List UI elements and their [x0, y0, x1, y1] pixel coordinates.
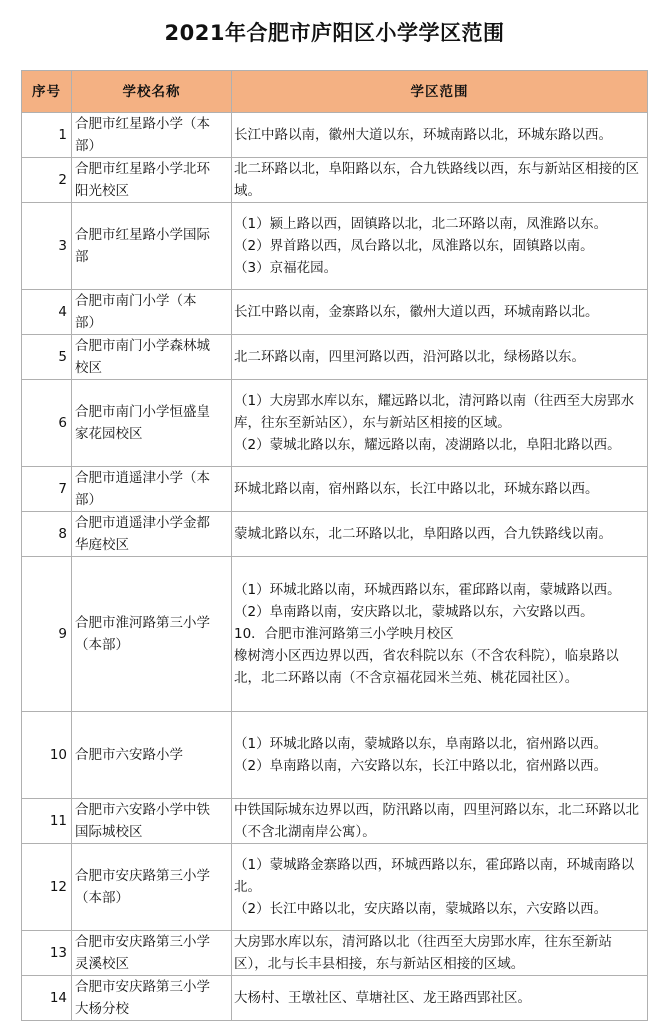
school-name-line: 合肥市安庆路第三小学: [75, 934, 210, 950]
district-range: [232, 203, 648, 290]
header-school-name: 学校名称: [72, 71, 232, 113]
table-row: [22, 290, 648, 335]
school-name-line: 国际城校区: [75, 824, 143, 840]
table-row: [22, 467, 648, 512]
school-name: [72, 976, 232, 1021]
school-name: [72, 290, 232, 335]
school-name: [72, 512, 232, 557]
school-name-line: （本部）: [75, 890, 129, 906]
row-index: 11: [22, 799, 72, 844]
school-name-line: 阳光校区: [75, 183, 129, 199]
district-range-line: 长江中路以南，金寨路以东，徽州大道以西，环城南路以北。: [234, 304, 599, 320]
row-index: 8: [22, 512, 72, 557]
district-range-line: 大杨村、王墩社区、草塘社区、龙王路西郢社区。: [234, 990, 531, 1006]
table-row: [22, 203, 648, 290]
school-name: [72, 931, 232, 976]
school-name-line: 合肥市南门小学森林城: [75, 338, 210, 354]
table-body: [22, 113, 648, 1021]
district-range: [232, 931, 648, 976]
school-name: [72, 844, 232, 931]
row-index: 7: [22, 467, 72, 512]
table-row: [22, 799, 648, 844]
school-district-table: [21, 70, 648, 1021]
school-name-line: （本部）: [75, 637, 129, 653]
district-range-line: 10．合肥市淮河路第三小学映月校区: [234, 626, 454, 642]
row-index: 4: [22, 290, 72, 335]
table-row: [22, 976, 648, 1021]
district-range: [232, 512, 648, 557]
school-name-line: 合肥市六安路小学中铁: [75, 802, 210, 818]
district-range-line: 蒙城北路以东，北二环路以北，阜阳路以西，合九铁路线以南。: [234, 526, 612, 542]
district-range: [232, 158, 648, 203]
school-name: [72, 380, 232, 467]
school-name-line: 合肥市安庆路第三小学: [75, 868, 210, 884]
school-name-line: 合肥市淮河路第三小学: [75, 615, 210, 631]
school-name-line: 合肥市六安路小学: [75, 747, 183, 763]
district-range-line: （2）蒙城北路以东，耀远路以南，凌湖路以北，阜阳北路以西。: [234, 437, 621, 453]
district-range-line: 环城北路以南，宿州路以东，长江中路以北，环城东路以西。: [234, 481, 599, 497]
school-name-line: 部: [75, 249, 89, 265]
school-name-line: 部）: [75, 315, 102, 331]
district-range-line: 中铁国际城东边界以西，防汛路以南，四里河路以东，北二环路以北（不含北湖南岸公寓）。: [234, 802, 639, 840]
school-name-line: 合肥市逍遥津小学金都: [75, 515, 210, 531]
table-row: [22, 335, 648, 380]
school-name-line: 灵溪校区: [75, 956, 129, 972]
school-name: [72, 113, 232, 158]
district-range: [232, 799, 648, 844]
district-range: [232, 290, 648, 335]
district-range-line: （2）阜南路以南，安庆路以北，蒙城路以东，六安路以西。: [234, 604, 594, 620]
table-row: [22, 844, 648, 931]
district-range-line: （1）蒙城路金寨路以西，环城西路以东，霍邱路以南，环城南路以北。: [234, 857, 635, 895]
table-row: [22, 380, 648, 467]
row-index: 2: [22, 158, 72, 203]
row-index: 3: [22, 203, 72, 290]
row-index: 1: [22, 113, 72, 158]
header-district-range: 学区范围: [232, 71, 648, 113]
row-index: 5: [22, 335, 72, 380]
district-range-line: （3）京福花园。: [234, 260, 338, 276]
school-name-line: 部）: [75, 492, 102, 508]
district-range-line: （1）环城北路以南，蒙城路以东，阜南路以北，宿州路以西。: [234, 736, 608, 752]
school-name-line: 华庭校区: [75, 537, 129, 553]
row-index: 6: [22, 380, 72, 467]
page-title: 2021年合肥市庐阳区小学学区范围: [164, 21, 505, 45]
header-index: 序号: [22, 71, 72, 113]
district-range-line: （1）大房郢水库以东，耀远路以北，清河路以南（往西至大房郢水库，往东至新站区），东与新站区相接的区域。: [234, 393, 635, 431]
district-range-line: （2）界首路以西，凤台路以北，凤淮路以东，固镇路以南。: [234, 238, 594, 254]
row-index: 12: [22, 844, 72, 931]
school-name: [72, 158, 232, 203]
table-row: [22, 158, 648, 203]
district-range-line: 北二环路以北，阜阳路以东，合九铁路线以西，东与新站区相接的区域。: [234, 161, 639, 199]
district-range: [232, 976, 648, 1021]
district-range: [232, 467, 648, 512]
district-range-line: 北二环路以南，四里河路以西，沿河路以北，绿杨路以东。: [234, 349, 585, 365]
district-range-line: （2）阜南路以南，六安路以东，长江中路以北，宿州路以西。: [234, 758, 608, 774]
district-range: [232, 844, 648, 931]
table-row: [22, 712, 648, 799]
district-range: [232, 380, 648, 467]
district-range-line: （1）环城北路以南，环城西路以东，霍邱路以南，蒙城路以西。: [234, 582, 621, 598]
district-range-line: （1）颍上路以西，固镇路以北，北二环路以南，凤淮路以东。: [234, 216, 608, 232]
district-range: [232, 113, 648, 158]
table-row: [22, 931, 648, 976]
district-range: [232, 712, 648, 799]
district-range-line: 橡树湾小区西边界以西，省农科院以东（不含农科院），临泉路以北，北二环路以南（不含京福花园米兰苑、桃花园社区）。: [234, 648, 619, 686]
table-row: [22, 512, 648, 557]
school-name-line: 部）: [75, 138, 102, 154]
school-name-line: 合肥市红星路小学北环: [75, 161, 210, 177]
school-name: [72, 712, 232, 799]
district-range: [232, 335, 648, 380]
school-name-line: 合肥市南门小学恒盛皇: [75, 404, 210, 420]
district-range-line: （2）长江中路以北，安庆路以南，蒙城路以东，六安路以西。: [234, 901, 608, 917]
school-name: [72, 467, 232, 512]
school-name-line: 合肥市红星路小学国际: [75, 227, 210, 243]
school-name-line: 大杨分校: [75, 1001, 129, 1017]
table-row: [22, 113, 648, 158]
row-index: 10: [22, 712, 72, 799]
school-name-line: 合肥市安庆路第三小学: [75, 979, 210, 995]
school-name-line: 校区: [75, 360, 102, 376]
district-range-line: 大房郢水库以东，清河路以北（往西至大房郢水库，往东至新站区），北与长丰县相接，东与新站区相接的区域。: [234, 934, 612, 972]
school-name-line: 合肥市南门小学（本: [75, 293, 197, 309]
school-name-line: 合肥市逍遥津小学（本: [75, 470, 210, 486]
table-header-row: [22, 71, 648, 113]
row-index: 14: [22, 976, 72, 1021]
school-name: [72, 557, 232, 712]
school-name: [72, 203, 232, 290]
school-name: [72, 799, 232, 844]
school-name-line: 家花园校区: [75, 426, 143, 442]
school-name-line: 合肥市红星路小学（本: [75, 116, 210, 132]
district-range-line: 长江中路以南，徽州大道以东，环城南路以北，环城东路以西。: [234, 127, 612, 143]
row-index: 9: [22, 557, 72, 712]
table-row: [22, 557, 648, 712]
district-range: [232, 557, 648, 712]
school-name: [72, 335, 232, 380]
row-index: 13: [22, 931, 72, 976]
